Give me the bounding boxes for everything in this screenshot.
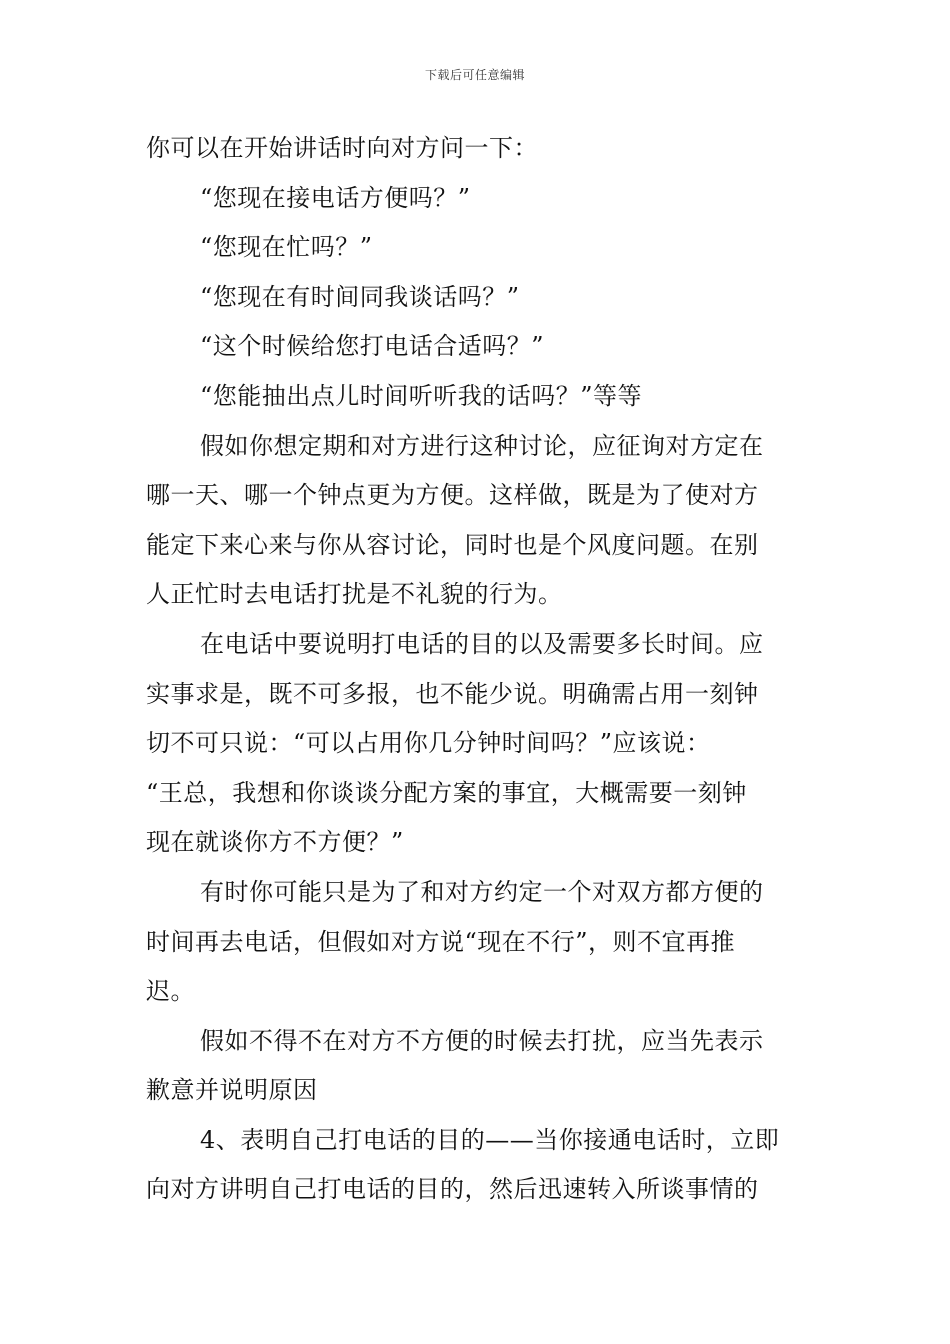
- text-line: 能定下来心来与你从容讨论，同时也是个风度问题。在别: [146, 530, 759, 559]
- text-line: “您现在接电话方便吗？”: [200, 183, 471, 212]
- text-line: 在电话中要说明打电话的目的以及需要多长时间。应: [200, 629, 764, 658]
- text-line: 4、表明自己打电话的目的——当你接通电话时，立即: [200, 1125, 780, 1154]
- text-line: “您现在忙吗？”: [200, 233, 373, 262]
- text-line: 假如不得不在对方不方便的时候去打扰，应当先表示: [200, 1026, 764, 1055]
- text-line: 人正忙时去电话打扰是不礼貌的行为。: [146, 580, 563, 609]
- text-line: 实事求是，既不可多报，也不能少说。明确需占用一刻钟: [146, 679, 759, 708]
- text-line: “您现在有时间同我谈话吗？”: [200, 282, 520, 311]
- text-line: 切不可只说：“可以占用你几分钟时间吗？”应该说：: [146, 729, 711, 758]
- text-line: “您能抽出点儿时间听听我的话吗？”等等: [200, 381, 643, 410]
- text-line: 假如你想定期和对方进行这种讨论，应征询对方定在: [200, 431, 764, 460]
- text-line: 现在就谈你方不方便？”: [146, 828, 404, 857]
- text-line: “这个时候给您打电话合适吗？”: [200, 332, 545, 361]
- text-line: 歉意并说明原因: [146, 1076, 318, 1105]
- text-line: 时间再去电话，但假如对方说“现在不行”，则不宜再推: [146, 927, 736, 956]
- text-line: “王总，我想和你谈谈分配方案的事宜，大概需要一刻钟: [146, 778, 747, 807]
- text-line: 向对方讲明自己打电话的目的，然后迅速转入所谈事情的: [146, 1175, 759, 1204]
- text-line: 哪一天、哪一个钟点更为方便。这样做，既是为了使对方: [146, 481, 759, 510]
- page-header: 下载后可任意编辑: [424, 68, 525, 82]
- text-line: 有时你可能只是为了和对方约定一个对双方都方便的: [200, 877, 764, 906]
- document-body: [146, 124, 808, 1215]
- text-line: 你可以在开始讲话时向对方问一下：: [146, 134, 538, 162]
- text-line: 迟。: [146, 977, 195, 1006]
